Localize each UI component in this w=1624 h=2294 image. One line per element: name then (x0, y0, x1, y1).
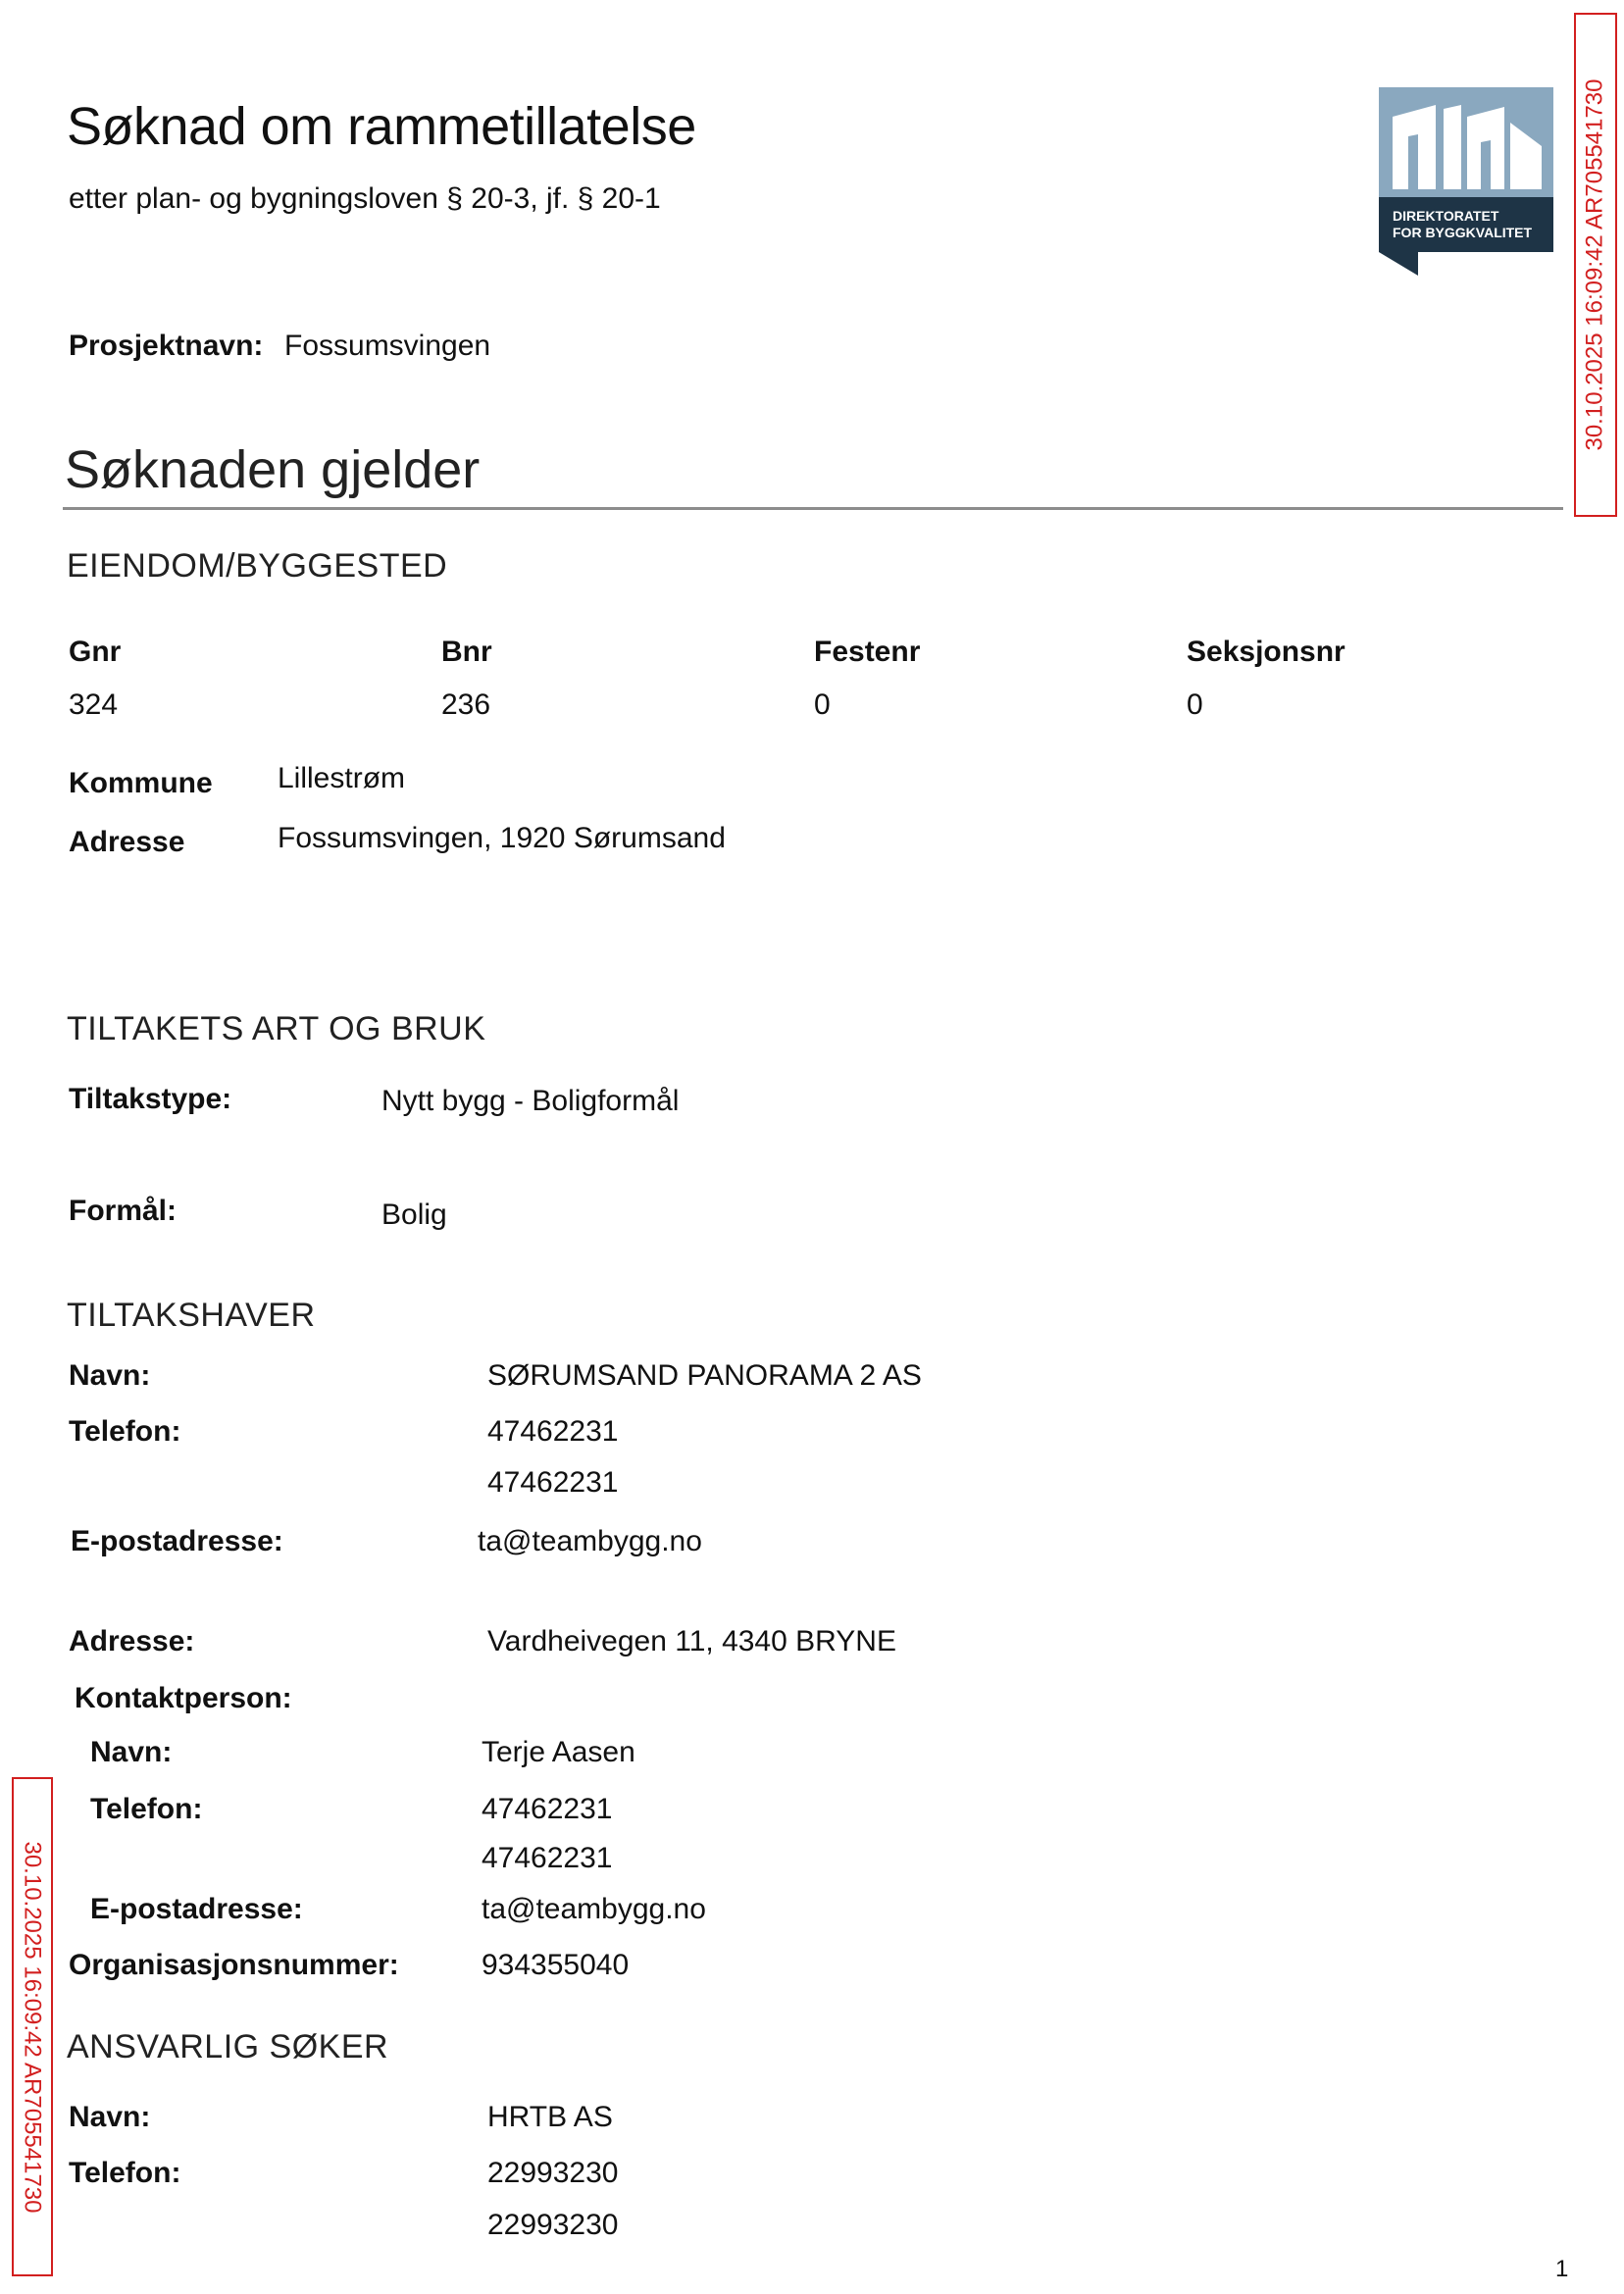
ansvarlig-navn-value: HRTB AS (487, 2101, 613, 2133)
archive-stamp-top (1574, 13, 1617, 517)
kontaktperson-label: Kontaktperson: (75, 1682, 292, 1714)
formal-label: Formål: (69, 1195, 178, 1227)
ansvarlig-telefon-value-2: 22993230 (487, 2209, 619, 2241)
section-heading: Søknaden gjelder (65, 440, 481, 499)
orgnr-label: Organisasjonsnummer: (69, 1949, 399, 1981)
bnr-value: 236 (441, 688, 491, 721)
stamp-text-bottom: 30.10.2025 16:09:42 AR705541730 (20, 1840, 46, 2214)
tiltakshaver-adresse-value: Vardheivegen 11, 4340 BRYNE (487, 1625, 896, 1657)
tiltakstype-value: Nytt bygg - Boligformål (381, 1085, 680, 1117)
page-title: Søknad om rammetillatelse (67, 97, 696, 156)
ansvarlig-heading: ANSVARLIG SØKER (67, 2028, 389, 2065)
kontakt-telefon-value-1: 47462231 (482, 1793, 613, 1825)
orgnr-value: 934355040 (482, 1949, 630, 1981)
dibk-logo (1379, 87, 1553, 276)
kontakt-telefon-label: Telefon: (90, 1793, 203, 1825)
project-name-value: Fossumsvingen (284, 330, 491, 362)
festenr-label: Festenr (814, 636, 921, 668)
festenr-value: 0 (814, 688, 831, 721)
kontakt-telefon-value-2: 47462231 (482, 1842, 613, 1874)
kontakt-epost-value: ta@teambygg.no (482, 1893, 706, 1925)
eiendom-heading: EIENDOM/BYGGESTED (67, 547, 448, 585)
project-name-label: Prosjektnavn: (69, 330, 264, 362)
logo-line1: DIREKTORATET (1393, 208, 1499, 224)
tiltakshaver-epost-value: ta@teambygg.no (478, 1525, 702, 1557)
page-subtitle: etter plan- og bygningsloven § 20-3, jf. § 20-1 (69, 182, 661, 215)
tiltakshaver-heading: TILTAKSHAVER (67, 1297, 316, 1334)
tiltakstype-label: Tiltakstype: (69, 1083, 232, 1115)
tiltakshaver-telefon-label: Telefon: (69, 1415, 181, 1448)
tiltakshaver-navn-value: SØRUMSAND PANORAMA 2 AS (487, 1359, 922, 1392)
adresse-value: Fossumsvingen, 1920 Sørumsand (278, 822, 726, 854)
tiltakshaver-telefon-value-2: 47462231 (487, 1466, 619, 1499)
ansvarlig-telefon-label: Telefon: (69, 2157, 181, 2189)
ansvarlig-navn-label: Navn: (69, 2101, 151, 2133)
kommune-label: Kommune (69, 767, 213, 799)
dibk-logo-graphic (1379, 87, 1553, 276)
bnr-label: Bnr (441, 636, 492, 668)
seksjonsnr-label: Seksjonsnr (1187, 636, 1345, 668)
gnr-label: Gnr (69, 636, 122, 668)
kommune-value: Lillestrøm (278, 762, 406, 794)
formal-value: Bolig (381, 1198, 447, 1231)
tiltakshaver-adresse-label: Adresse: (69, 1625, 195, 1657)
adresse-label: Adresse (69, 826, 185, 858)
tiltakshaver-telefon-value-1: 47462231 (487, 1415, 619, 1448)
logo-line2: FOR BYGGKVALITET (1393, 225, 1533, 240)
kontakt-epost-label: E-postadresse: (90, 1893, 303, 1925)
stamp-text-top: 30.10.2025 16:09:42 AR705541730 (1582, 78, 1608, 451)
kontakt-navn-label: Navn: (90, 1736, 173, 1768)
tiltakshaver-epost-label: E-postadresse: (71, 1525, 283, 1557)
kontakt-navn-value: Terje Aasen (482, 1736, 635, 1768)
tiltakshaver-navn-label: Navn: (69, 1359, 151, 1392)
gnr-value: 324 (69, 688, 119, 721)
ansvarlig-telefon-value-1: 22993230 (487, 2157, 619, 2189)
archive-stamp-bottom (12, 1777, 53, 2276)
page-number: 1 (1555, 2256, 1569, 2282)
seksjonsnr-value: 0 (1187, 688, 1203, 721)
tiltak-heading: TILTAKETS ART OG BRUK (67, 1010, 486, 1047)
section-divider (63, 507, 1563, 510)
